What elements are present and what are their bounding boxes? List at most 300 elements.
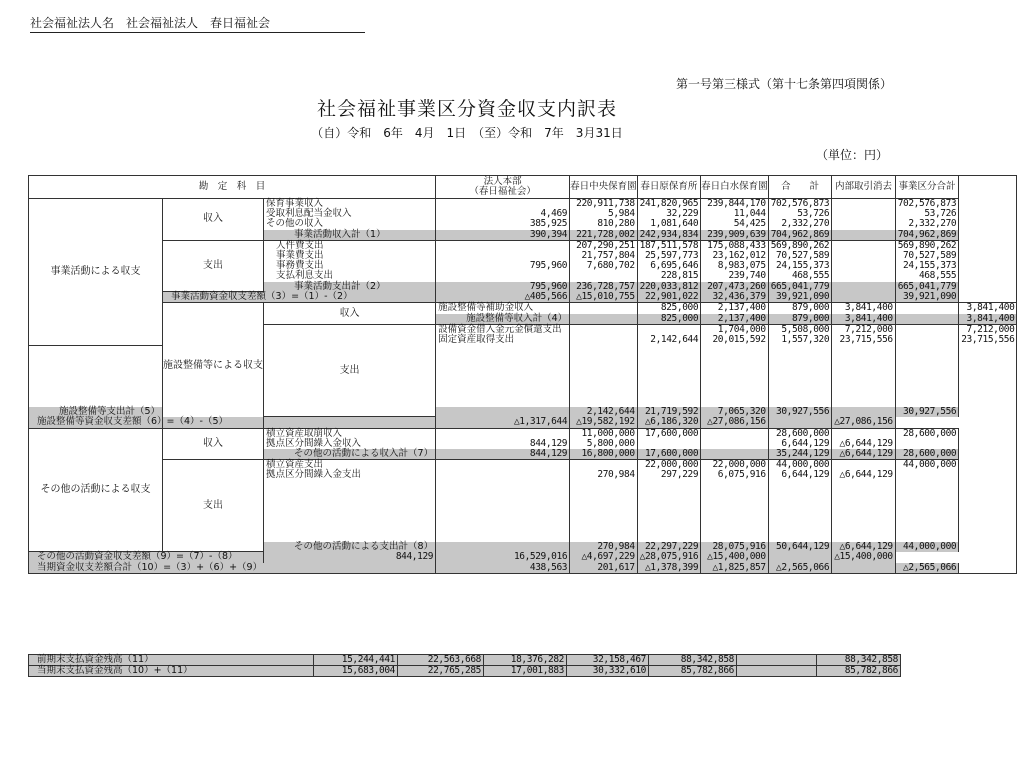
blank-cell	[637, 366, 701, 376]
cell-value	[570, 324, 638, 335]
cell-value: 7,680,702	[570, 261, 638, 271]
cell-value: 28,600,000	[895, 428, 959, 439]
account-label: その他の活動による収入計（7）	[264, 449, 436, 460]
cell-value: 844,129	[264, 552, 436, 563]
blank-cell	[768, 501, 832, 511]
cell-value: 6,075,916	[701, 470, 769, 480]
account-label: その他の収入	[264, 219, 436, 229]
cell-value: 22,297,229	[637, 542, 701, 552]
cell-value: 1,704,000	[701, 324, 769, 335]
cell-value: 15,244,441	[314, 655, 398, 666]
cell-value: 2,137,400	[701, 303, 769, 314]
section-label	[163, 428, 264, 460]
account-label: 事業活動収入計（1）	[264, 230, 436, 241]
cell-value: 2,332,270	[895, 219, 959, 229]
cell-value: 569,890,262	[895, 240, 959, 251]
cell-value	[832, 292, 896, 303]
corporation-name: 社会福祉法人名 社会福祉法人 春日福祉会	[30, 14, 365, 33]
blank-cell	[832, 511, 896, 521]
cell-value: 175,088,433	[701, 240, 769, 251]
cell-value: 88,342,858	[649, 655, 737, 666]
blank-cell	[701, 376, 769, 386]
section-label-text: 収入	[203, 437, 224, 449]
blank-cell	[570, 376, 638, 386]
cell-value: △1,378,399	[637, 563, 701, 574]
col-header-harugahara: 春日原保育所	[637, 176, 701, 199]
cell-value: 5,508,000	[768, 324, 832, 335]
blank-cell	[832, 345, 896, 356]
cell-value: 22,000,000	[637, 460, 701, 471]
cell-value: 2,142,644	[637, 335, 701, 345]
blank-cell	[436, 511, 570, 521]
blank-cell	[701, 521, 769, 531]
cell-value: △6,644,129	[832, 470, 896, 480]
cell-value: 1,081,640	[637, 219, 701, 229]
blank-cell	[701, 511, 769, 521]
cell-value: △27,086,156	[701, 417, 769, 428]
cell-value: 825,000	[637, 303, 701, 314]
account-label: 施設整備等補助金収入	[436, 303, 570, 314]
cell-value: 30,332,610	[567, 666, 649, 677]
cell-value	[832, 230, 896, 241]
cell-value: 44,000,000	[895, 460, 959, 471]
cell-value	[570, 335, 638, 345]
cell-value: 242,934,834	[637, 230, 701, 241]
blank-cell	[29, 356, 163, 366]
cell-value: 85,782,866	[817, 666, 901, 677]
blank-cell	[895, 511, 959, 521]
blank-cell	[895, 386, 959, 396]
cell-value: △2,565,066	[768, 563, 832, 574]
cell-value: △15,010,755	[570, 292, 638, 303]
cell-value: △6,644,129	[832, 439, 896, 449]
cell-value: 468,555	[768, 271, 832, 281]
cell-value: 88,342,858	[817, 655, 901, 666]
blank-cell	[895, 356, 959, 366]
account-label: 事業費支出	[264, 251, 436, 261]
cell-value: 3,841,400	[832, 314, 896, 325]
form-reference: 第一号第三様式（第十七条第四項関係）	[675, 77, 892, 91]
blank-cell	[768, 356, 832, 366]
cell-value: 17,001,883	[484, 666, 567, 677]
cell-value: 24,155,373	[768, 261, 832, 271]
blank-cell	[570, 501, 638, 511]
cell-value	[832, 240, 896, 251]
cell-value: 70,527,589	[768, 251, 832, 261]
cell-value: 795,960	[436, 261, 570, 271]
blank-cell	[637, 481, 701, 491]
blank-cell	[832, 386, 896, 396]
blank-cell	[264, 491, 436, 501]
cell-value: 704,962,869	[768, 230, 832, 241]
cell-value: 50,644,129	[768, 542, 832, 552]
cell-value: △6,644,129	[832, 449, 896, 460]
blank-cell	[264, 481, 436, 491]
col-header-account: 勘 定 科 目	[29, 176, 436, 199]
cell-value: 54,425	[701, 219, 769, 229]
cell-value: △405,566	[436, 292, 570, 303]
blank-cell	[701, 356, 769, 366]
cell-value: 5,800,000	[570, 439, 638, 449]
account-label: 拠点区分間繰入金支出	[264, 470, 436, 480]
cell-value: 438,563	[436, 563, 570, 574]
blank-cell	[436, 501, 570, 511]
cell-value: 297,229	[637, 470, 701, 480]
cell-value: 665,041,779	[895, 282, 959, 292]
cell-value	[832, 261, 896, 271]
account-label: 施設整備等資金収支差額（6）=（4）-（5）	[29, 417, 264, 428]
account-label: 支払利息支出	[264, 271, 436, 281]
table-row	[29, 199, 1017, 210]
cell-value: 795,960	[436, 282, 570, 292]
cell-value: 385,925	[436, 219, 570, 229]
cell-value: 24,155,373	[895, 261, 959, 271]
blank-cell	[264, 521, 436, 531]
cell-value	[570, 303, 638, 314]
section-label	[29, 428, 163, 552]
cell-value	[832, 199, 896, 210]
cell-value	[436, 271, 570, 281]
cell-value: 241,820,965	[637, 199, 701, 210]
cell-value: 1,557,320	[768, 335, 832, 345]
cell-value	[737, 655, 817, 666]
cell-value: 220,911,738	[570, 199, 638, 210]
cell-value: 468,555	[895, 271, 959, 281]
cell-value	[436, 470, 570, 480]
cell-value: 28,600,000	[768, 428, 832, 439]
fund-statement-table	[28, 175, 1017, 574]
blank-cell	[29, 376, 163, 386]
cell-value: 5,984	[570, 209, 638, 219]
section-label-text: 支出	[203, 259, 224, 271]
cell-value: 22,765,285	[398, 666, 484, 677]
cell-value: 207,473,260	[701, 282, 769, 292]
cell-value: △15,400,000	[701, 552, 769, 563]
blank-cell	[436, 521, 570, 531]
cell-value: 53,726	[895, 209, 959, 219]
blank-cell	[895, 366, 959, 376]
cell-value	[832, 251, 896, 261]
blank-cell	[768, 511, 832, 521]
cell-value: 32,229	[637, 209, 701, 219]
summary-row	[29, 655, 901, 666]
blank-cell	[637, 511, 701, 521]
account-label: 拠点区分間繰入金収入	[264, 439, 436, 449]
cell-value: 22,000,000	[701, 460, 769, 471]
blank-cell	[436, 366, 570, 376]
col-header-total: 合 計	[768, 176, 832, 199]
section-label	[163, 303, 264, 428]
section-label-text: 施設整備等による収支	[163, 359, 264, 371]
cell-value	[832, 282, 896, 292]
blank-cell	[264, 511, 436, 521]
cell-value: 6,644,129	[768, 439, 832, 449]
blank-cell	[637, 345, 701, 356]
cell-value: 17,600,000	[637, 449, 701, 460]
section-label-text: 収入	[339, 307, 360, 319]
cell-value: 702,576,873	[895, 199, 959, 210]
balance-summary-table	[28, 654, 901, 677]
cell-value: 44,000,000	[768, 460, 832, 471]
blank-cell	[637, 491, 701, 501]
cell-value: 39,921,090	[768, 292, 832, 303]
section-label	[264, 324, 436, 417]
blank-cell	[264, 501, 436, 511]
blank-cell	[637, 376, 701, 386]
cell-value: 11,044	[701, 209, 769, 219]
cell-value: 17,600,000	[637, 428, 701, 439]
cell-value: 44,000,000	[895, 542, 959, 552]
blank-cell	[570, 386, 638, 396]
cell-value: 239,740	[701, 271, 769, 281]
account-label: 保育事業収入	[264, 199, 436, 210]
cell-value: 11,000,000	[570, 428, 638, 439]
cell-value: 23,715,556	[959, 335, 1017, 345]
table-row	[29, 552, 1017, 563]
cell-value	[570, 314, 638, 325]
blank-cell	[701, 386, 769, 396]
blank-cell	[701, 345, 769, 356]
cell-value: 3,841,400	[959, 314, 1017, 325]
blank-cell	[637, 521, 701, 531]
blank-cell	[570, 366, 638, 376]
cell-value: 25,597,773	[637, 251, 701, 261]
blank-cell	[832, 491, 896, 501]
section-label	[29, 199, 163, 346]
blank-cell	[895, 481, 959, 491]
blank-cell	[570, 511, 638, 521]
cell-value	[895, 470, 959, 480]
cell-value: 187,511,578	[637, 240, 701, 251]
blank-cell	[637, 356, 701, 366]
cell-value: 16,529,016	[436, 552, 570, 563]
cell-value: 15,683,004	[314, 666, 398, 677]
blank-cell	[895, 376, 959, 386]
cell-value: 2,142,644	[570, 407, 638, 417]
cell-value: △4,697,229	[570, 552, 638, 563]
cell-value	[701, 449, 769, 460]
blank-cell	[768, 376, 832, 386]
account-label: 設備資金借入金元金償還支出	[436, 324, 570, 335]
blank-cell	[436, 532, 570, 542]
cell-value: 39,921,090	[895, 292, 959, 303]
cell-value	[701, 428, 769, 439]
col-header-chuo: 春日中央保育園	[570, 176, 638, 199]
cell-value: 21,757,804	[570, 251, 638, 261]
cell-value: 8,983,075	[701, 261, 769, 271]
cell-value: 844,129	[436, 449, 570, 460]
cell-value: 704,962,869	[895, 230, 959, 241]
cell-value: 270,984	[570, 542, 638, 552]
blank-cell	[570, 521, 638, 531]
cell-value: 221,728,002	[570, 230, 638, 241]
section-label-text: 支出	[203, 499, 224, 511]
cell-value: 30,927,556	[768, 407, 832, 417]
cell-value: 30,927,556	[895, 407, 959, 417]
cell-value	[832, 219, 896, 229]
account-label: 受取利息配当金収入	[264, 209, 436, 219]
cell-value: 2,137,400	[701, 314, 769, 325]
blank-cell	[570, 491, 638, 501]
account-label: 施設整備等収入計（4）	[436, 314, 570, 325]
blank-cell	[701, 366, 769, 376]
blank-cell	[436, 345, 570, 356]
blank-cell	[29, 386, 163, 396]
account-label: 事業活動資金収支差額（3）=（1）-（2）	[163, 292, 436, 303]
account-label: 事業活動支出計（2）	[264, 282, 436, 292]
cell-value: 879,000	[768, 314, 832, 325]
page-title: 社会福祉事業区分資金収支内訳表	[316, 98, 617, 120]
cell-value: △2,565,066	[895, 563, 959, 574]
section-label	[163, 199, 264, 241]
blank-cell	[436, 356, 570, 366]
blank-cell	[701, 481, 769, 491]
section-label	[264, 303, 436, 324]
unit-label: （単位：円）	[815, 148, 888, 162]
cell-value	[832, 271, 896, 281]
account-label: 施設整備等支出計（5）	[29, 407, 163, 417]
blank-cell	[637, 386, 701, 396]
blank-cell	[832, 366, 896, 376]
blank-cell	[768, 491, 832, 501]
section-label-text: 事業活動による収支	[50, 265, 141, 277]
cell-value: 32,436,379	[701, 292, 769, 303]
cell-value: 28,600,000	[895, 449, 959, 460]
cell-value: △1,825,857	[701, 563, 769, 574]
cell-value: 239,909,639	[701, 230, 769, 241]
cell-value: 825,000	[637, 314, 701, 325]
cell-value: 70,527,589	[895, 251, 959, 261]
table-row	[29, 417, 1017, 428]
cell-value	[895, 324, 959, 335]
cell-value: △6,186,320	[637, 417, 701, 428]
cell-value: 7,065,320	[701, 407, 769, 417]
cell-value: 2,332,270	[768, 219, 832, 229]
blank-cell	[436, 481, 570, 491]
blank-cell	[832, 397, 896, 407]
account-label: 人件費支出	[264, 240, 436, 251]
cell-value	[895, 303, 959, 314]
account-label: 当期資金収支差額合計（10）=（3）+（6）+（9）	[29, 563, 436, 574]
blank-cell	[895, 345, 959, 356]
blank-cell	[768, 481, 832, 491]
blank-cell	[895, 521, 959, 531]
cell-value: 3,841,400	[959, 303, 1017, 314]
cell-value: 665,041,779	[768, 282, 832, 292]
blank-cell	[768, 345, 832, 356]
cell-value: △1,317,644	[436, 417, 570, 428]
cell-value: 3,841,400	[832, 303, 896, 314]
cell-value: 18,376,282	[484, 655, 567, 666]
cell-value	[436, 240, 570, 251]
account-label: 積立資産支出	[264, 460, 436, 471]
cell-value	[895, 335, 959, 345]
account-label: 前期末支払資金残高（11）	[29, 655, 314, 666]
table-row	[29, 240, 1017, 251]
cell-value	[737, 666, 817, 677]
col-header-segment-total: 事業区分合計	[895, 176, 959, 199]
cell-value: 6,695,646	[637, 261, 701, 271]
account-label: 積立資産取崩収入	[264, 428, 436, 439]
cell-value: 20,015,592	[701, 335, 769, 345]
account-label: 事務費支出	[264, 261, 436, 271]
table-row	[29, 303, 1017, 314]
cell-value: △15,400,000	[832, 552, 896, 563]
fiscal-period: （自）令和 6年 4月 1日 （至）令和 7年 3月31日	[311, 126, 623, 140]
table-row	[29, 563, 1017, 574]
cell-value: 22,563,668	[398, 655, 484, 666]
cell-value	[436, 460, 570, 471]
cell-value: △6,644,129	[832, 542, 896, 552]
header-row	[29, 176, 1017, 199]
cell-value: 879,000	[768, 303, 832, 314]
blank-cell	[832, 481, 896, 491]
account-label: 当期末支払資金残高（10）+（11）	[29, 666, 314, 677]
section-label	[163, 240, 264, 291]
cell-value: 220,033,812	[637, 282, 701, 292]
blank-cell	[436, 491, 570, 501]
blank-cell	[29, 345, 163, 356]
cell-value	[832, 563, 896, 574]
cell-value	[832, 209, 896, 219]
blank-cell	[768, 366, 832, 376]
cell-value: 28,075,916	[701, 542, 769, 552]
blank-cell	[895, 501, 959, 511]
cell-value: 6,644,129	[768, 470, 832, 480]
blank-cell	[436, 397, 570, 407]
cell-value: 4,469	[436, 209, 570, 219]
blank-cell	[895, 491, 959, 501]
account-label: 固定資産取得支出	[436, 335, 570, 345]
blank-cell	[701, 501, 769, 511]
blank-cell	[832, 356, 896, 366]
cell-value	[895, 314, 959, 325]
col-header-elimination: 内部取引消去	[832, 176, 896, 199]
cell-value: 390,394	[436, 230, 570, 241]
cell-value: △19,582,192	[570, 417, 638, 428]
cell-value: 201,617	[570, 563, 638, 574]
col-header-hakusui: 春日白水保育園	[701, 176, 769, 199]
cell-value: 21,719,592	[637, 407, 701, 417]
blank-cell	[570, 356, 638, 366]
cell-value: 702,576,873	[768, 199, 832, 210]
summary-row	[29, 666, 901, 677]
cell-value: 23,715,556	[832, 335, 896, 345]
cell-value: 844,129	[436, 439, 570, 449]
cell-value	[768, 552, 832, 563]
cell-value: 53,726	[768, 209, 832, 219]
blank-cell	[29, 366, 163, 376]
section-label-text: その他の活動による収支	[40, 484, 151, 495]
cell-value: △27,086,156	[832, 417, 896, 428]
cell-value	[768, 417, 832, 428]
cell-value: 228,815	[637, 271, 701, 281]
blank-cell	[768, 521, 832, 531]
cell-value	[264, 417, 436, 428]
blank-cell	[832, 501, 896, 511]
blank-cell	[436, 376, 570, 386]
cell-value: 270,984	[570, 470, 638, 480]
cell-value: 23,162,012	[701, 251, 769, 261]
cell-value	[701, 439, 769, 449]
blank-cell	[637, 501, 701, 511]
cell-value: 569,890,262	[768, 240, 832, 251]
cell-value	[570, 271, 638, 281]
blank-cell	[768, 386, 832, 396]
cell-value: 7,212,000	[832, 324, 896, 335]
blank-cell	[436, 386, 570, 396]
blank-cell	[832, 521, 896, 531]
